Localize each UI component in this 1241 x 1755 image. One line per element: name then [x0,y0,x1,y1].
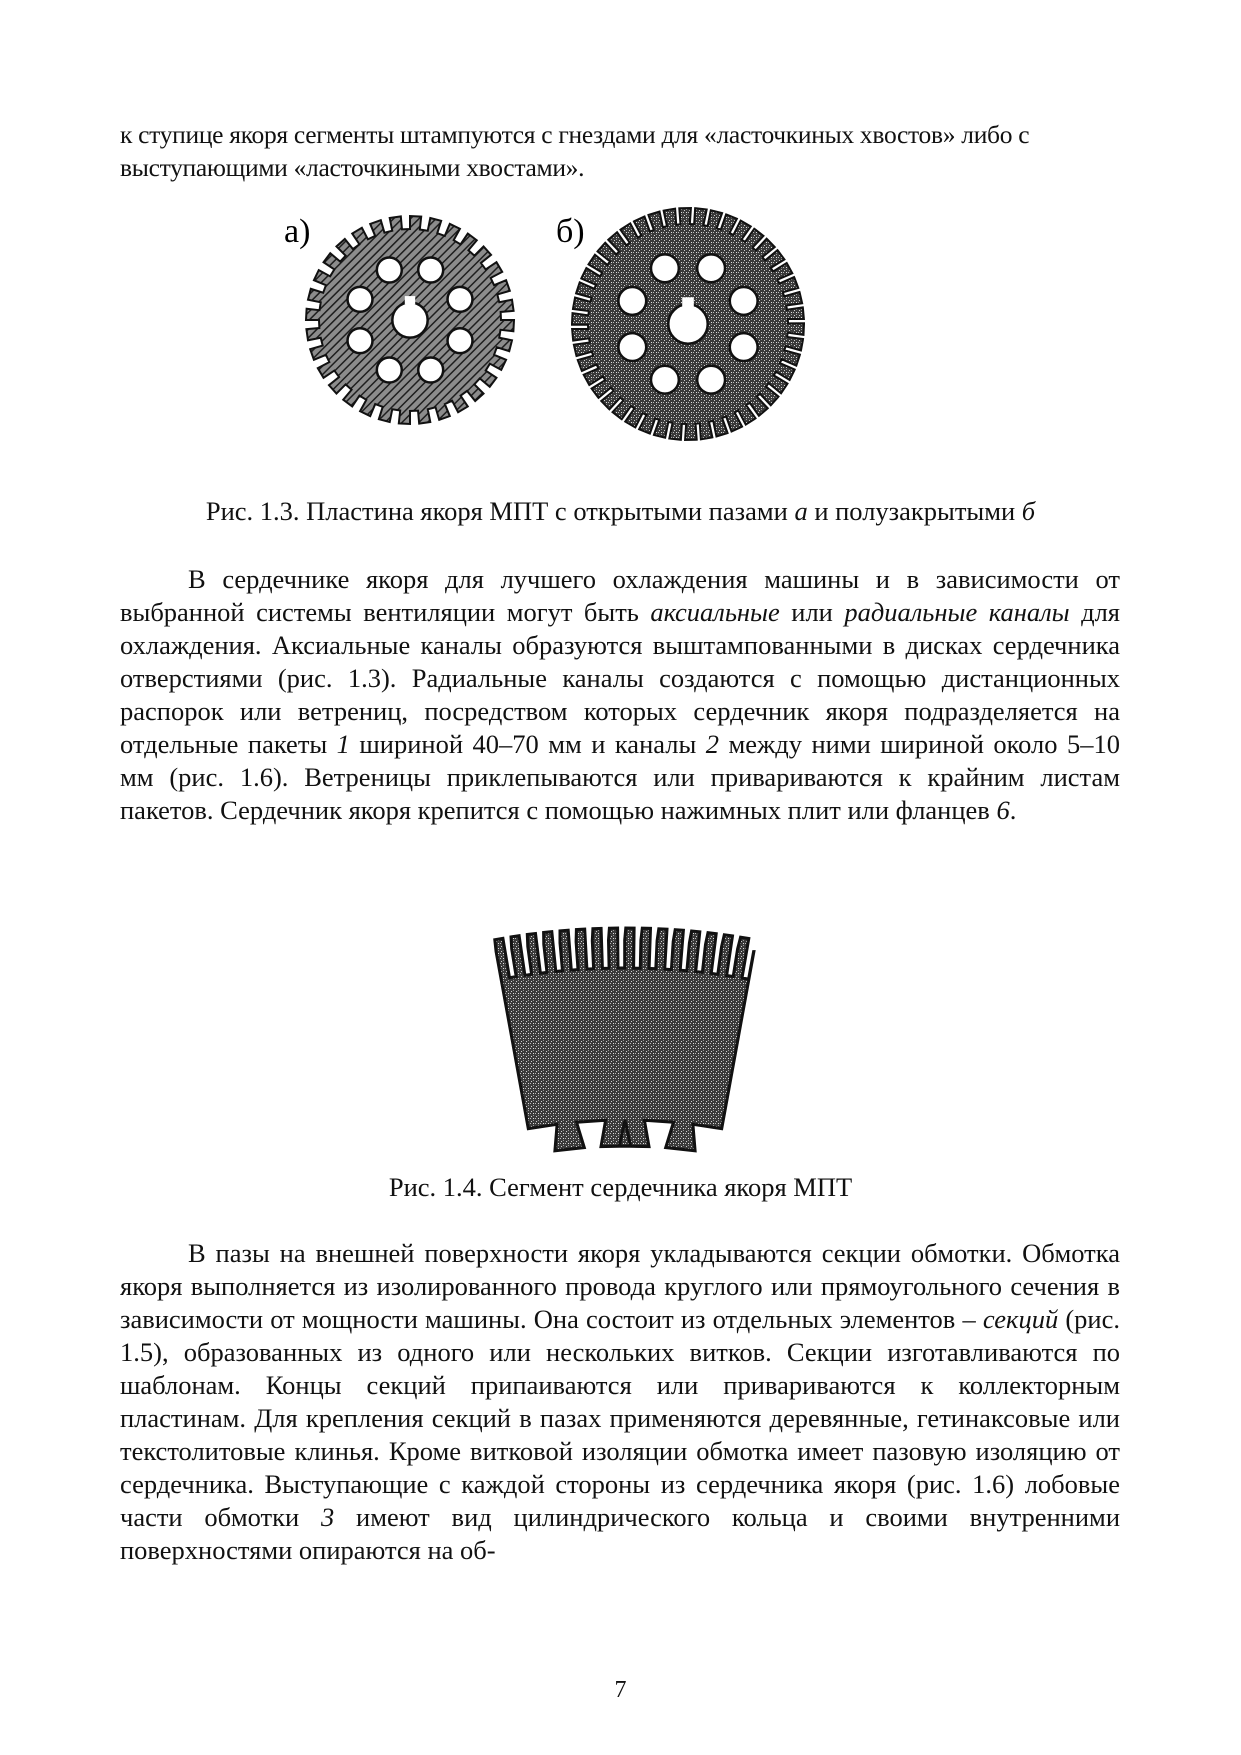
axial-channel-hole [418,358,443,383]
core-segment [495,928,754,1151]
axial-channel-hole [651,254,679,282]
axial-channel-hole [730,333,758,361]
axial-channel-hole [377,258,402,283]
axial-channel-hole [651,366,679,394]
intro-paragraph: к ступице якоря сегменты штампуются с гнездами для «ласточкиных хвостов» либо с выступающими «ласточкиными хвостами». [120,120,1030,182]
figure-1-4-caption: Рис. 1.4. Сегмент сердечника якоря МПТ [388,1172,853,1202]
axial-channel-hole [697,254,725,282]
axial-channel-hole [618,287,646,315]
axial-channel-hole [730,287,758,315]
disk-open-slots [306,216,514,424]
segment-body [495,928,754,1151]
shaft-hole [668,304,707,343]
figure-label-b: б) [556,213,585,250]
axial-channel-hole [348,328,373,353]
figure-1-3 [284,212,940,484]
figure-label-a: а) [284,213,311,250]
page-number: 7 [614,1677,627,1703]
axial-channel-hole [418,258,443,283]
axial-channel-hole [448,328,473,353]
keyway [682,297,694,306]
figure-1-4 [345,900,905,1170]
axial-channel-hole [697,366,725,394]
keyway [405,296,415,304]
shaft-hole [392,302,427,337]
paragraph-cooling-channels: В сердечнике якоря для лучшего охлаждения машины и в зависимости от выбранной системы вентиляции могут быть аксиальные или радиальные каналы для охлаждения. Аксиальные каналы образуются выштампованными в дисках сердечника отверстиями (рис. 1.3). Радиальные каналы создаются с помощью дистанционных распорок или ветрениц, посредством которых сердечник якоря подразделяется на отдельные пакеты 1 шириной 40–70 мм и каналы 2 между ними шириной около 5–10 мм (рис. 1.6). Ветреницы приклепываются или привариваются к крайним листам пакетов. Сердечник якоря крепится с помощью нажимных плит или фланцев 6. [120,564,1120,825]
axial-channel-hole [448,287,473,312]
axial-channel-hole [618,333,646,361]
paragraph-winding: В пазы на внешней поверхности якоря укладываются секции обмотки. Обмотка якоря выполняется из изолированного провода круглого или прямоугольного сечения в зависимости от мощности машины. Она состоит из отдельных элементов – секций (рис. 1.5), образованных из одного или нескольких витков. Секции изготавливаются по шаблонам. Концы секций припаиваются или привариваются к коллекторным пластинам. Для крепления секций в пазах применяются деревянные, гетинаксовые или текстолитовые клинья. Кроме витковой изоляции обмотка имеет пазовую изоляцию от сердечника. Выступающие с каждой стороны из сердечника якоря (рис. 1.6) лобовые части обмотки 3 имеют вид цилиндрического кольца и своими внутренними поверхностями опираются на об- [120,1238,1121,1565]
figure-1-3-caption: Рис. 1.3. Пластина якоря МПТ с открытыми пазами а и полузакрытыми б [205,496,1036,526]
disk-semi-closed-slots [572,208,804,440]
axial-channel-hole [348,287,373,312]
axial-channel-hole [377,358,402,383]
